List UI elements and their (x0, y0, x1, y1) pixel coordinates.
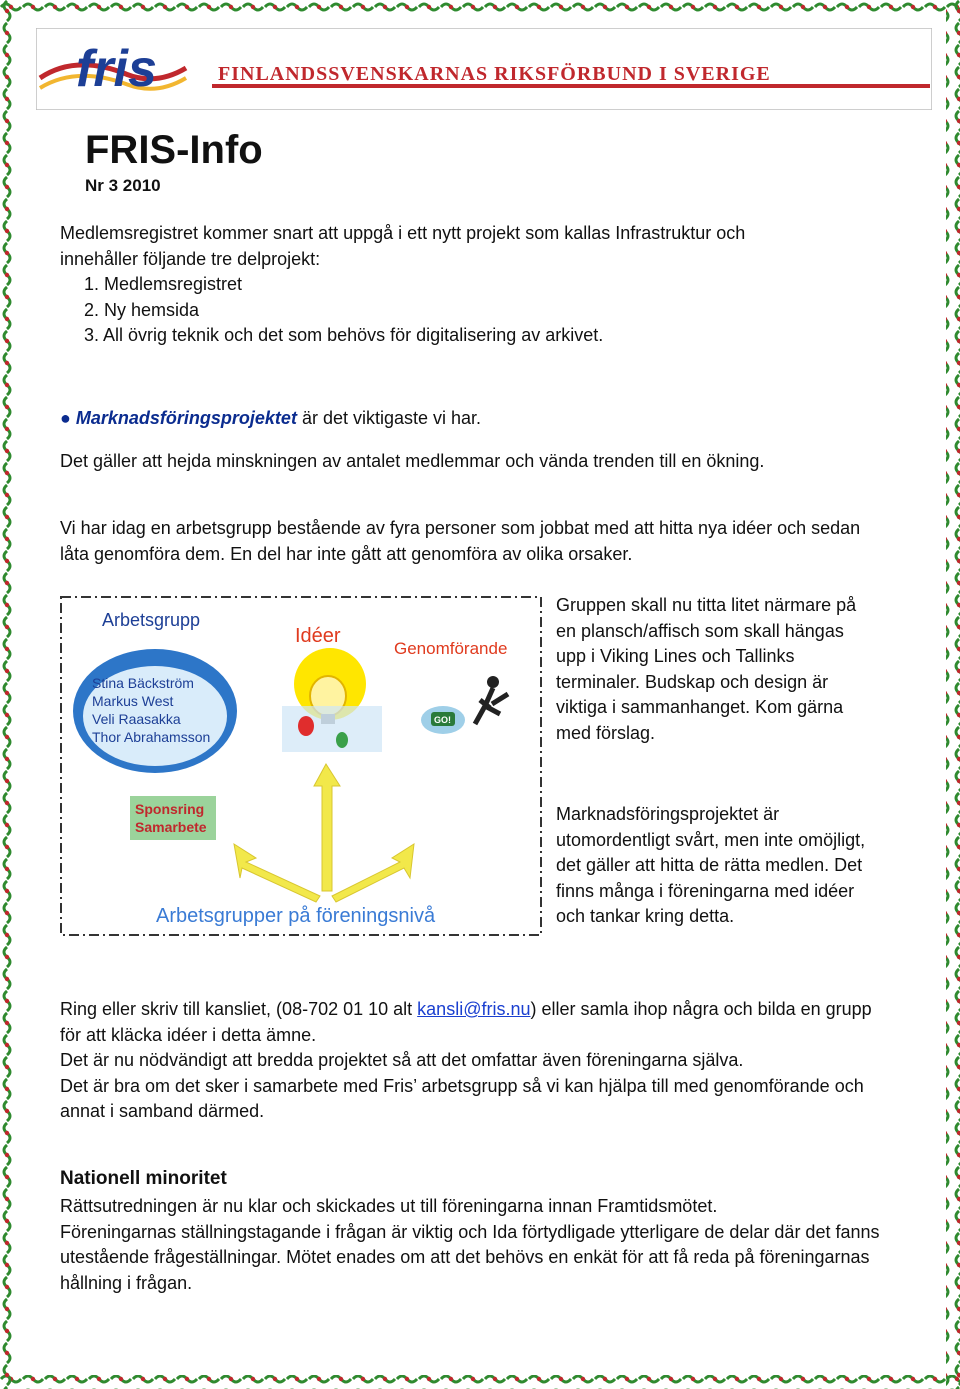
member-name: Stina Bäckström (92, 675, 194, 691)
marketing-rest: är det viktigaste vi har. (296, 408, 482, 428)
logo-text: fris (76, 40, 157, 98)
list-item: 1. Medlemsregistret (84, 274, 243, 294)
list-item: 2. Ny hemsida (84, 299, 200, 320)
contact-line-3: Det är bra om det sker i samarbete med Fris’ arbetsgrupp så vi kan hjälpa till med genomförande och annat i samband därmed. (60, 1075, 864, 1121)
bottom-label: Arbetsgrupper på föreningsnivå (156, 905, 436, 927)
intro-text: Medlemsregistret kommer snart att uppgå i ett nytt projekt som kallas Infrastruktur och innehåller följande tre delprojekt: (60, 223, 746, 269)
contact-line-2: Det är nu nödvändigt att bredda projektet så att det omfattar även föreningarna själva. (60, 1050, 744, 1070)
header-banner (36, 28, 932, 110)
marketing-difficulty-text: Marknadsföringsprojektet är utomordentligt svårt, men inte omöjligt, det gäller att hitta de rätta medlen. Det finns många i föreningarna med idéer och tankar kring detta. (556, 804, 866, 926)
marketing-bullet (60, 406, 481, 432)
member-name: Veli Raasakka (92, 711, 181, 727)
sponsring-box (130, 796, 216, 840)
go-sign-icon (421, 706, 465, 734)
list-item: 3. All övrig teknik och det som behövs för digitalisering av arkivet. (84, 325, 604, 345)
marketing-project-label: Marknadsföringsprojektet (75, 408, 297, 428)
arbetsgrupp-label: Arbetsgrupp (102, 610, 201, 630)
member-name: Thor Abrahamsson (92, 729, 211, 745)
subproject-list (84, 272, 603, 349)
genomforande-label: Genomförande (394, 639, 508, 658)
bullet-icon: ● (60, 408, 71, 428)
contact-section (60, 997, 890, 1125)
svg-text:GO!: GO! (434, 715, 451, 725)
member-name: Markus West (92, 693, 174, 709)
national-line-1: Rättsutredningen är nu klar och skickades ut till föreningarna innan Framtidsmötet. (60, 1196, 718, 1216)
workgroup-text: Vi har idag en arbetsgrupp bestående av fyra personer som jobbat med att hitta nya idéer och sedan låta genomföra dem. En del har inte gått att genomföra av olika orsaker. (60, 518, 861, 564)
contact-line-1: Ring eller skriv till kansliet, (08-702 01 10 alt kansli@fris.nu) eller samla ihop några och bilda en grupp för att kläcka idéer i detta ämne. (60, 999, 872, 1045)
email-link[interactable]: kansli@fris.nu (417, 999, 531, 1019)
org-name: Finlandssvenskarnas Riksförbund i Sverige (218, 63, 771, 85)
national-minority-heading: Nationell minoritet (60, 1168, 227, 1189)
svg-text:Sponsring: Sponsring (135, 801, 205, 817)
workgroup-diagram (60, 596, 542, 936)
svg-text:Samarbete: Samarbete (135, 819, 207, 835)
national-minority-section (60, 1194, 890, 1296)
newsletter-title: FRIS-Info (85, 128, 263, 172)
issue-number: Nr 3 2010 (85, 176, 161, 195)
national-line-2: Föreningarnas ställningstagande i frågan är viktig och Ida förtydligade ytterligare de delar där det fanns utestående frågeställningar. Mötet enades om att det behövs en enkät för att få reda på föreningarnas hållning i frågan. (60, 1221, 880, 1293)
poster-text: Gruppen skall nu titta litet närmare på en plansch/affisch som skall hängas upp i Viking Lines och Tallinks terminaler. Budskap och design är viktiga i sammanhanget. Kom gärna med förslag. (556, 595, 857, 743)
ideer-label: Idéer (295, 625, 341, 647)
trend-text: Det gäller att hejda minskningen av antalet medlemmar och vända trenden till en ökning. (60, 451, 765, 471)
